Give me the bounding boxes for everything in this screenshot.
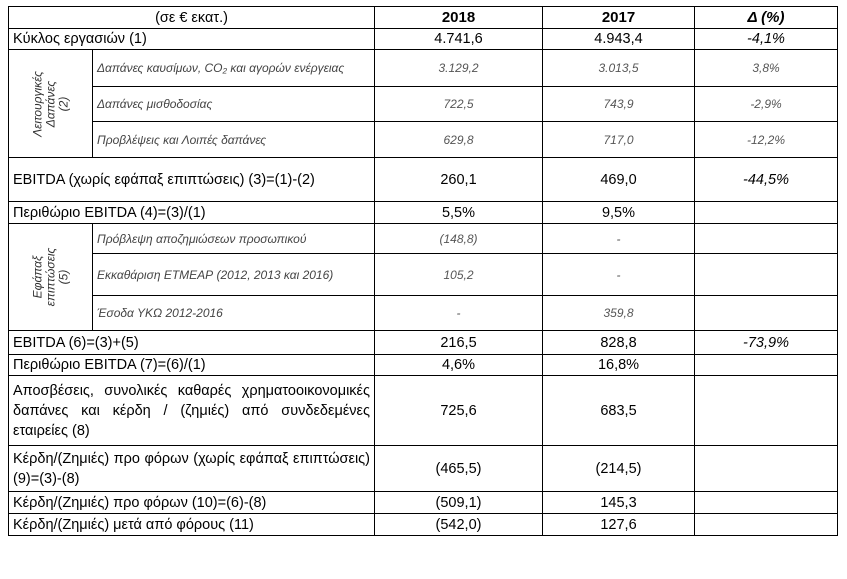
after-tax-row — [9, 514, 838, 536]
year-2017-header: 2017 — [543, 7, 695, 29]
ebitda-margin-7-2018: 4,6% — [375, 355, 543, 376]
fuel-costs-label: Δαπάνες καυσίμων, CO₂ και αγορών ενέργειας — [93, 50, 375, 87]
operating-costs-group-line3: (2) — [56, 96, 70, 111]
ebitda-margin-4-delta — [695, 202, 838, 224]
ebitda-excl-label: EBITDA (χωρίς εφάπαξ επιπτώσεις) (3)=(1)-(2) — [9, 158, 375, 202]
depreciation-delta — [695, 376, 838, 446]
pretax-excl-2018: (465,5) — [375, 446, 543, 492]
pretax-excl-label: Κέρδη/(Ζημιές) προ φόρων (χωρίς εφάπαξ επιπτώσεις) (9)=(3)-(8) — [9, 446, 375, 492]
ebitda-excl-2017: 469,0 — [543, 158, 695, 202]
pretax-excl-delta — [695, 446, 838, 492]
operating-cost-row — [9, 122, 838, 158]
etmear-clearance-delta — [695, 254, 838, 296]
ebitda-6-delta: -73,9% — [695, 331, 838, 355]
pretax-10-2017: 145,3 — [543, 492, 695, 514]
yko-revenue-label: Έσοδα ΥΚΩ 2012-2016 — [93, 296, 375, 331]
one-off-row — [9, 254, 838, 296]
turnover-2018: 4.741,6 — [375, 29, 543, 50]
ebitda-margin-7-row — [9, 355, 838, 376]
yko-revenue-2018: - — [375, 296, 543, 331]
ebitda-6-row — [9, 331, 838, 355]
turnover-delta: -4,1% — [695, 29, 838, 50]
ebitda-6-2017: 828,8 — [543, 331, 695, 355]
ebitda-margin-4-label: Περιθώριο EBITDA (4)=(3)/(1) — [9, 202, 375, 224]
payroll-costs-2017: 743,9 — [543, 87, 695, 122]
ebitda-6-label: EBITDA (6)=(3)+(5) — [9, 331, 375, 355]
operating-costs-group-line2: Δαπάνες — [43, 80, 57, 127]
ebitda-6-2018: 216,5 — [375, 331, 543, 355]
ebitda-margin-7-2017: 16,8% — [543, 355, 695, 376]
severance-provision-delta — [695, 224, 838, 254]
pretax-10-2018: (509,1) — [375, 492, 543, 514]
delta-header: Δ (%) — [695, 7, 838, 29]
etmear-clearance-label: Εκκαθάριση ΕΤΜΕΑΡ (2012, 2013 και 2016) — [93, 254, 375, 296]
one-off-group-line1: Εφάπαξ — [30, 255, 44, 299]
financial-results-table — [8, 6, 838, 536]
ebitda-margin-4-2017: 9,5% — [543, 202, 695, 224]
pretax-10-label: Κέρδη/(Ζημιές) προ φόρων (10)=(6)-(8) — [9, 492, 375, 514]
one-off-group-label — [9, 224, 93, 331]
payroll-costs-2018: 722,5 — [375, 87, 543, 122]
ebitda-excl-delta: -44,5% — [695, 158, 838, 202]
provisions-label: Προβλέψεις και Λοιπές δαπάνες — [93, 122, 375, 158]
operating-costs-group-line1: Λειτουργικές — [30, 70, 44, 137]
ebitda-margin-4-row — [9, 202, 838, 224]
after-tax-2017: 127,6 — [543, 514, 695, 536]
fuel-costs-delta: 3,8% — [695, 50, 838, 87]
table-header-row — [9, 7, 838, 29]
provisions-delta: -12,2% — [695, 122, 838, 158]
unit-header: (σε € εκατ.) — [9, 7, 375, 29]
depreciation-row — [9, 376, 838, 446]
one-off-group-line3: (5) — [56, 269, 70, 285]
operating-costs-group-label — [9, 50, 93, 158]
one-off-row — [9, 296, 838, 331]
after-tax-label: Κέρδη/(Ζημιές) μετά από φόρους (11) — [9, 514, 375, 536]
pretax-excl-row — [9, 446, 838, 492]
fuel-costs-2018: 3.129,2 — [375, 50, 543, 87]
etmear-clearance-2017: - — [543, 254, 695, 296]
one-off-row — [9, 224, 838, 254]
ebitda-margin-7-label: Περιθώριο EBITDA (7)=(6)/(1) — [9, 355, 375, 376]
operating-cost-row — [9, 50, 838, 87]
depreciation-2017: 683,5 — [543, 376, 695, 446]
severance-provision-2018: (148,8) — [375, 224, 543, 254]
after-tax-delta — [695, 514, 838, 536]
pretax-10-delta — [695, 492, 838, 514]
depreciation-2018: 725,6 — [375, 376, 543, 446]
provisions-2017: 717,0 — [543, 122, 695, 158]
operating-cost-row — [9, 87, 838, 122]
etmear-clearance-2018: 105,2 — [375, 254, 543, 296]
year-2018-header: 2018 — [375, 7, 543, 29]
after-tax-2018: (542,0) — [375, 514, 543, 536]
severance-provision-2017: - — [543, 224, 695, 254]
severance-provision-label: Πρόβλεψη αποζημιώσεων προσωπικού — [93, 224, 375, 254]
ebitda-margin-4-2018: 5,5% — [375, 202, 543, 224]
payroll-costs-label: Δαπάνες μισθοδοσίας — [93, 87, 375, 122]
fuel-costs-2017: 3.013,5 — [543, 50, 695, 87]
ebitda-excl-row — [9, 158, 838, 202]
provisions-2018: 629,8 — [375, 122, 543, 158]
turnover-2017: 4.943,4 — [543, 29, 695, 50]
depreciation-label: Αποσβέσεις, συνολικές καθαρές χρηματοοικονομικές δαπάνες και κέρδη / (ζημιές) από συνδεδεμένες εταιρείες (8) — [9, 376, 375, 446]
ebitda-margin-7-delta — [695, 355, 838, 376]
payroll-costs-delta: -2,9% — [695, 87, 838, 122]
pretax-excl-2017: (214,5) — [543, 446, 695, 492]
turnover-row — [9, 29, 838, 50]
one-off-group-line2: επιπτώσεις — [43, 247, 57, 307]
ebitda-excl-2018: 260,1 — [375, 158, 543, 202]
yko-revenue-delta — [695, 296, 838, 331]
turnover-label: Κύκλος εργασιών (1) — [9, 29, 375, 50]
yko-revenue-2017: 359,8 — [543, 296, 695, 331]
pretax-10-row — [9, 492, 838, 514]
